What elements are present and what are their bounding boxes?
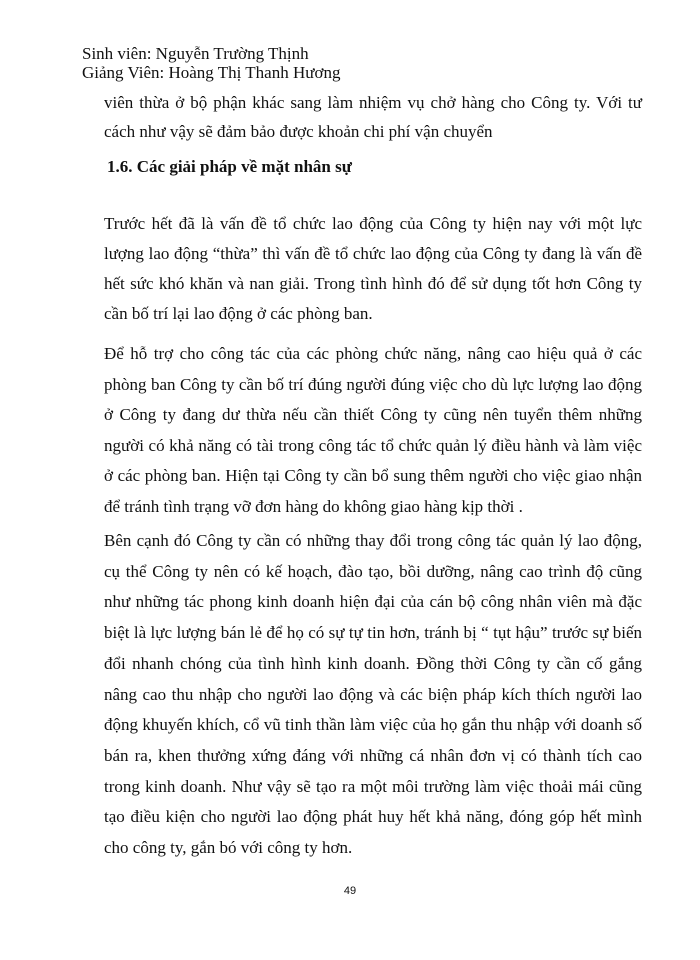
continuation-paragraph [104,88,642,146]
paragraph-2 [104,339,642,523]
paragraph-text: Để hỗ trợ cho công tác của các phòng chức năng, nâng cao hiệu quả ở các phòng ban Công ty cần bố trí đúng người đúng việc cho dù lực lượng lao động ở Công ty đang dư thừa nếu cần thiết Công ty cũng nên tuyển thêm những người có khả năng có tài trong công tác tổ chức quản lý điều hành và làm việc ở các phòng ban. Hiện tại Công ty cần bổ sung thêm người cho việc giao nhận để tránh tình trạng vỡ đơn hàng do không giao hàng kịp thời . [104,344,642,516]
paragraph-3 [104,526,642,864]
continuation-text: viên thừa ở bộ phận khác sang làm nhiệm vụ chở hàng cho Công ty. Với tư cách như vậy sẽ đảm bảo được khoản chi phí vận chuyển [104,93,642,141]
student-name: Sinh viên: Nguyễn Trường Thịnh [82,44,309,63]
paragraph-1 [104,209,642,329]
paragraph-text: Trước hết đã là vấn đề tổ chức lao động của Công ty hiện nay với một lực lượng lao động “thừa” thì vấn đề tổ chức lao động của Công ty đang là vấn đề hết sức khó khăn và nan giải. Trong tình hình đó để sử dụng tốt hơn Công ty cần bố trí lại lao động ở các phòng ban. [104,214,642,323]
lecturer-name: Giảng Viên: Hoàng Thị Thanh Hương [82,63,341,82]
paragraph-text: Bên cạnh đó Công ty cần có những thay đổi trong công tác quản lý lao động, cụ thể Công ty nên có kế hoạch, đào tạo, bồi dưỡng, nâng cao trình độ cũng như những tác phong kinh doanh hiện đại của cán bộ công nhân viên mà đặc biệt là lực lượng bán lẻ để họ có sự tự tin hơn, tránh bị “ tụt hậu” trước sự biến đổi nhanh chóng của tình hình kinh doanh. Đồng thời Công ty cần cố gắng nâng cao thu nhập cho người lao động và các biện pháp kích thích người lao động khuyến khích, cổ vũ tinh thần làm việc của họ gắn thu nhập với doanh số bán ra, khen thưởng xứng đáng với những cá nhân đơn vị có thành tích cao trong kinh doanh. Như vậy sẽ tạo ra một môi trường làm việc thoải mái cũng tạo điều kiện cho người lao động phát huy hết khả năng, đóng góp hết mình cho công ty, gắn bó với công ty hơn. [104,531,642,858]
page-number: 49 [343,885,357,897]
section-heading: 1.6. Các giải pháp về mặt nhân sự [107,157,352,176]
page-header [82,44,340,82]
